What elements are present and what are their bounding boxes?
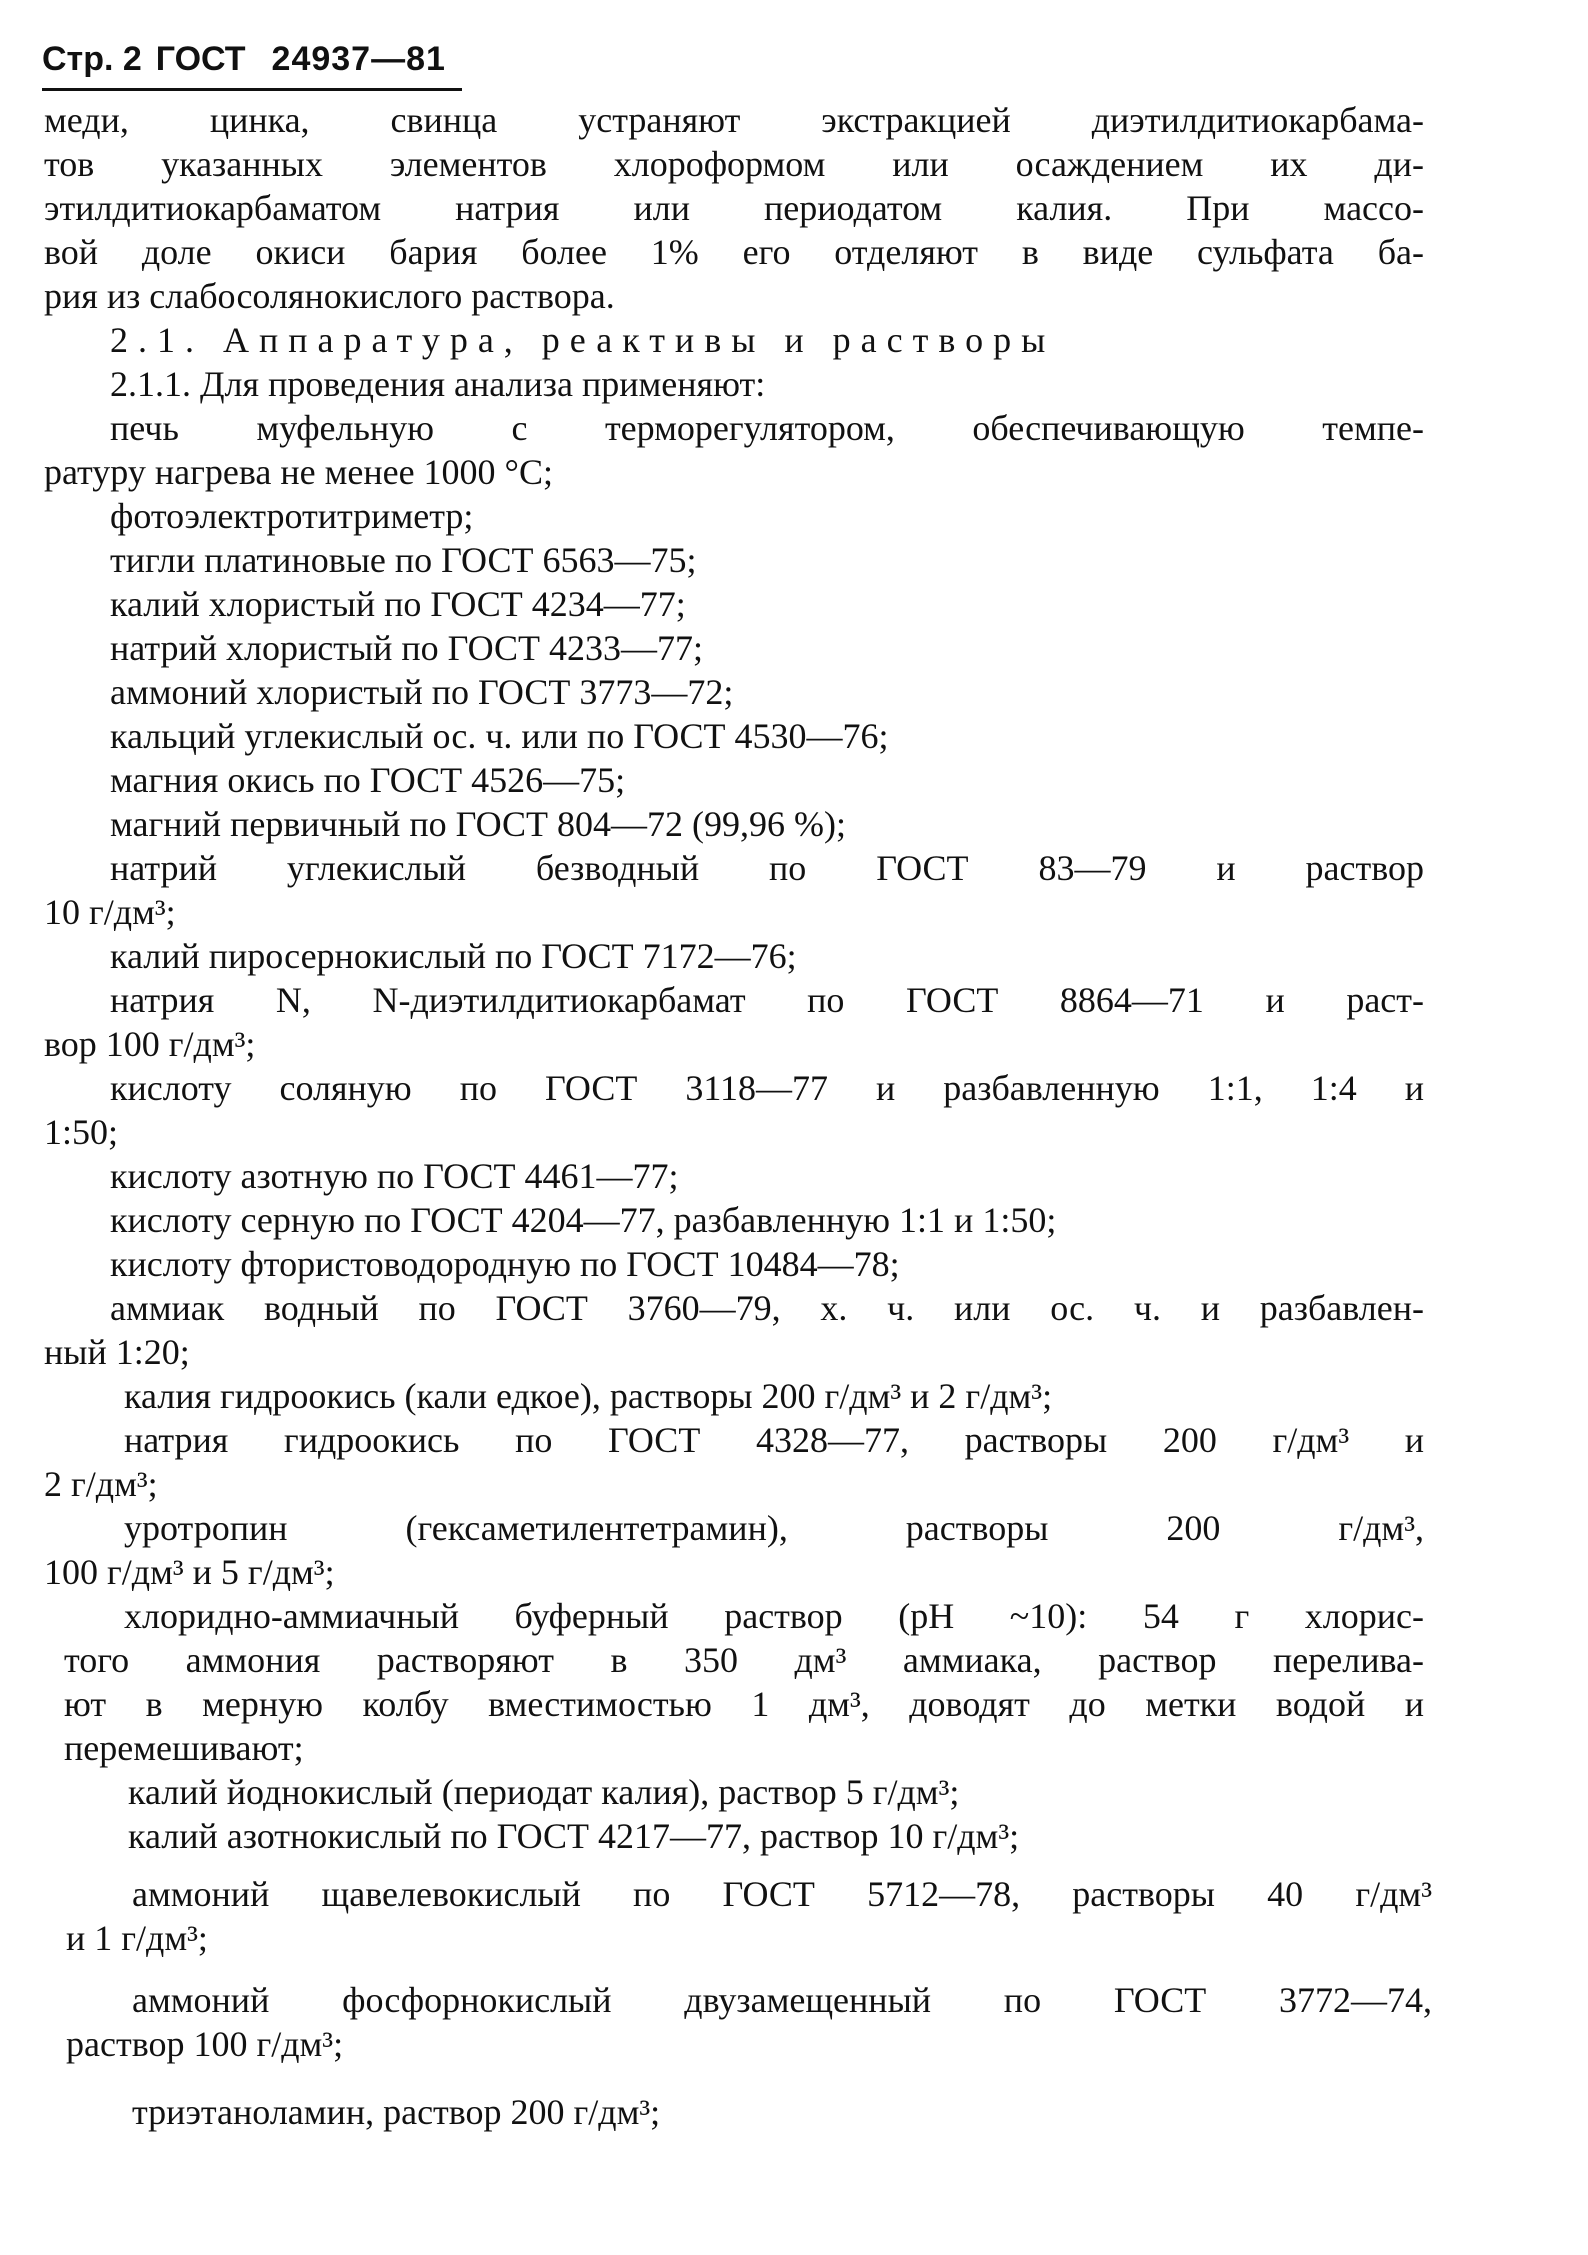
list-item: аммоний фосфорнокислый двузамещенный по ГОСТ 3772—74, (132, 1980, 1432, 2020)
list-item: ют в мерную колбу вместимостью 1 дм³, доводят до метки водой и (64, 1684, 1424, 1724)
list-item: кислоту серную по ГОСТ 4204—77, разбавленную 1:1 и 1:50; (110, 1200, 1057, 1240)
list-item: аммоний щавелевокислый по ГОСТ 5712—78, растворы 40 г/дм³ (132, 1874, 1432, 1914)
list-item: 100 г/дм³ и 5 г/дм³; (44, 1552, 335, 1592)
list-item: калий йоднокислый (периодат калия), раствор 5 г/дм³; (128, 1772, 960, 1812)
list-item: аммоний хлористый по ГОСТ 3773—72; (110, 672, 734, 712)
text-line: вой доле окиси бария более 1% его отделяют в виде сульфата ба- (44, 232, 1424, 272)
list-item: фотоэлектротитриметр; (110, 496, 474, 536)
list-item: калий азотнокислый по ГОСТ 4217—77, раствор 10 г/дм³; (128, 1816, 1020, 1856)
list-item: калия гидроокись (кали едкое), растворы 200 г/дм³ и 2 г/дм³; (124, 1376, 1053, 1416)
list-item: триэтаноламин, раствор 200 г/дм³; (132, 2092, 661, 2132)
text-line: меди, цинка, свинца устраняют экстракцией диэтилдитиокарбама- (44, 100, 1424, 140)
list-item: тигли платиновые по ГОСТ 6563—75; (110, 540, 697, 580)
list-item: кислоту соляную по ГОСТ 3118—77 и разбавленную 1:1, 1:4 и (110, 1068, 1424, 1108)
list-item: калий хлористый по ГОСТ 4234—77; (110, 584, 686, 624)
list-item: кислоту фтористоводородную по ГОСТ 10484—78; (110, 1244, 900, 1284)
list-item: аммиак водный по ГОСТ 3760—79, х. ч. или ос. ч. и разбавлен- (110, 1288, 1424, 1328)
list-item: калий пиросернокислый по ГОСТ 7172—76; (110, 936, 797, 976)
page-number: Стр. 2 (42, 40, 142, 78)
list-item: натрия гидроокись по ГОСТ 4328—77, растворы 200 г/дм³ и (124, 1420, 1424, 1460)
list-item: ный 1:20; (44, 1332, 190, 1372)
subsection-heading: 2.1.1. Для проведения анализа применяют: (110, 364, 766, 404)
list-item: 10 г/дм³; (44, 892, 176, 932)
list-item: 1:50; (44, 1112, 119, 1152)
section-heading: 2.1. Аппаратура, реактивы и растворы (110, 320, 1056, 360)
list-item: кальций углекислый ос. ч. или по ГОСТ 4530—76; (110, 716, 889, 756)
list-item: магний первичный по ГОСТ 804—72 (99,96 %); (110, 804, 846, 844)
list-item: натрий хлористый по ГОСТ 4233—77; (110, 628, 704, 668)
list-item: того аммония растворяют в 350 дм³ аммиака, раствор перелива- (64, 1640, 1424, 1680)
list-item: натрия N, N-диэтилдитиокарбамат по ГОСТ 8864—71 и раст- (110, 980, 1424, 1020)
list-item: уротропин (гексаметилентетрамин), растворы 200 г/дм³, (124, 1508, 1424, 1548)
standard-label: ГОСТ (155, 40, 246, 78)
text-line: тов указанных элементов хлороформом или осаждением их ди- (44, 144, 1424, 184)
list-item: кислоту азотную по ГОСТ 4461—77; (110, 1156, 679, 1196)
list-item: перемешивают; (64, 1728, 304, 1768)
list-item: 2 г/дм³; (44, 1464, 158, 1504)
list-item: магния окись по ГОСТ 4526—75; (110, 760, 626, 800)
list-item: хлоридно-аммиачный буферный раствор (рН ~10): 54 г хлорис- (124, 1596, 1424, 1636)
text-line: рия из слабосолянокислого раствора. (44, 276, 615, 316)
list-item: печь муфельную с терморегулятором, обеспечивающую темпе- (110, 408, 1424, 448)
list-item: вор 100 г/дм³; (44, 1024, 256, 1064)
list-item: раствор 100 г/дм³; (66, 2024, 344, 2064)
text-line: этилдитиокарбаматом натрия или периодатом калия. При массо- (44, 188, 1424, 228)
list-item: ратуру нагрева не менее 1000 °С; (44, 452, 553, 492)
standard-number: 24937—81 (271, 40, 446, 78)
list-item: и 1 г/дм³; (66, 1918, 208, 1958)
list-item: натрий углекислый безводный по ГОСТ 83—79 и раствор (110, 848, 1424, 888)
